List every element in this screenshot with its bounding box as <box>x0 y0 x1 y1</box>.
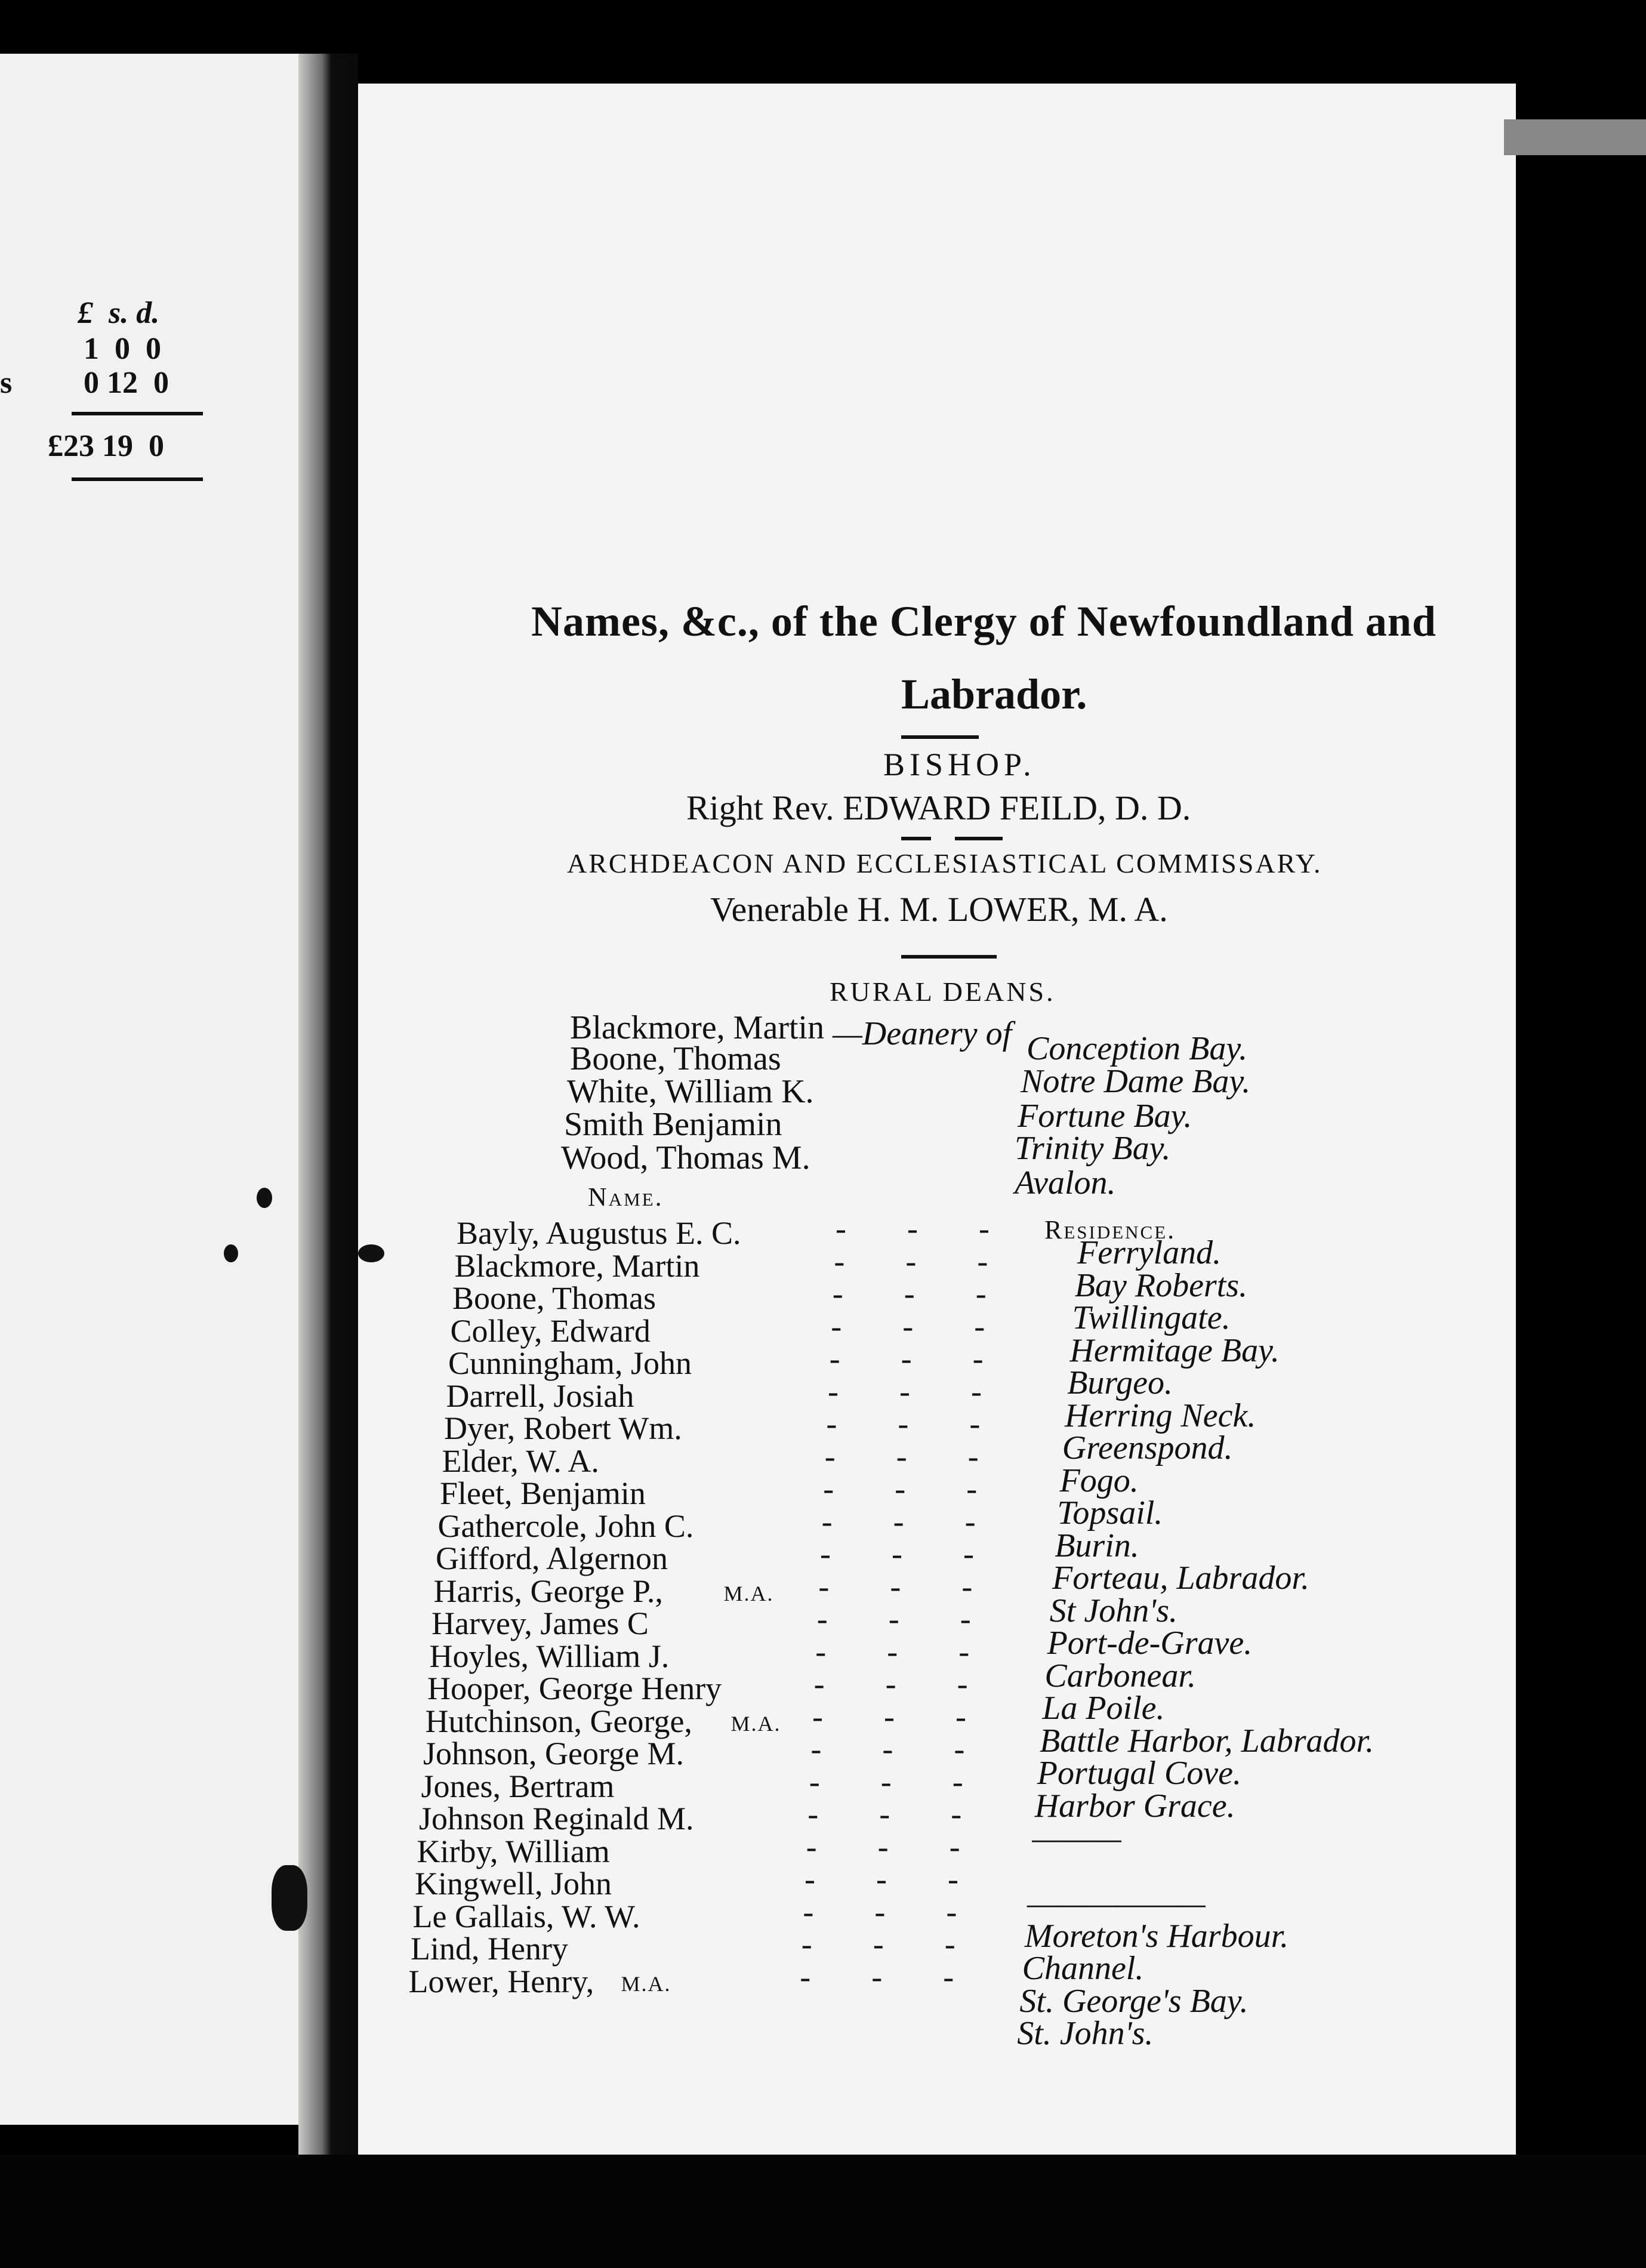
clergy-name: Harris, George P., <box>433 1573 663 1609</box>
leader-dash: - <box>967 1438 979 1474</box>
clergy-degree: M.A. <box>621 1971 671 1996</box>
clergy-name: Boone, Thomas <box>452 1280 656 1316</box>
leader-dash: - <box>804 1861 815 1897</box>
clergy-residence: Bay Roberts. <box>1074 1266 1248 1304</box>
money-row: 1 0 0 <box>84 332 161 366</box>
leader-dash: - <box>836 1210 846 1246</box>
leader-dash: - <box>896 1438 907 1474</box>
leader-dash: - <box>954 1731 965 1767</box>
leader-dash: - <box>879 1796 890 1832</box>
dean-name: Blackmore, Martin <box>570 1009 825 1046</box>
leader-dash: - <box>972 1341 984 1376</box>
leader-dash: - <box>901 1341 912 1376</box>
clergy-degree: M.A. <box>723 1581 774 1606</box>
leader-dash: - <box>907 1210 918 1246</box>
leader-dash: - <box>979 1210 990 1246</box>
leader-dash: - <box>801 1926 812 1962</box>
clergy-name: Gifford, Algernon <box>436 1540 668 1576</box>
clergy-name: Harvey, James C <box>431 1606 649 1641</box>
clergy-residence: Moreton's Harbour. <box>1024 1917 1289 1955</box>
money-row: 0 12 0 <box>84 366 169 400</box>
leader-dash: - <box>887 1633 898 1669</box>
leader-dash: - <box>971 1373 982 1409</box>
leader-dash: - <box>831 1308 842 1344</box>
money-total: £23 19 0 <box>48 429 164 463</box>
deanery-name: Conception Bay. <box>1027 1030 1248 1067</box>
divider <box>955 837 1003 840</box>
leader-dash: - <box>813 1666 825 1702</box>
divider <box>901 837 931 840</box>
leader-dash: - <box>961 1568 973 1604</box>
clergy-name: Cunningham, John <box>448 1345 692 1381</box>
book-spine <box>298 54 358 2155</box>
leader-dash: - <box>815 1633 827 1669</box>
leader-dash: - <box>904 1275 915 1311</box>
leader-dash: - <box>880 1763 892 1799</box>
clergy-residence: Portugal Cove. <box>1037 1755 1241 1792</box>
name-column-heading: Name. <box>588 1182 664 1212</box>
leader-dash: - <box>960 1601 971 1637</box>
leader-dash: - <box>818 1568 830 1604</box>
clergy-name: Elder, W. A. <box>442 1443 599 1479</box>
leader-dash: - <box>963 1536 974 1571</box>
leader-dash: - <box>946 1893 957 1930</box>
clergy-name: Johnson Reginald M. <box>419 1801 694 1836</box>
scan-blot <box>257 1188 272 1208</box>
clergy-residence: —————— <box>1027 1885 1206 1922</box>
leader-dash: - <box>824 1438 836 1474</box>
deanery-name: Fortune Bay. <box>1018 1098 1192 1135</box>
sum-rule <box>72 412 203 415</box>
leader-dash: - <box>952 1763 963 1799</box>
residence-column-heading: Residence. <box>1044 1215 1176 1244</box>
leader-dash: - <box>812 1698 823 1734</box>
deanery-name: Trinity Bay. <box>1015 1130 1171 1167</box>
leader-dash: - <box>895 1471 906 1506</box>
clergy-name: Darrell, Josiah <box>446 1378 634 1414</box>
leader-dash: - <box>873 1926 884 1962</box>
clergy-residence: Fogo. <box>1059 1462 1139 1499</box>
leader-dash: - <box>826 1406 837 1441</box>
clergy-name: Lind, Henry <box>411 1931 568 1967</box>
leader-dash: - <box>807 1796 819 1832</box>
leader-dash: - <box>899 1373 910 1409</box>
leader-dash: - <box>943 1958 954 1995</box>
clergy-residence: St. George's Bay. <box>1019 1982 1249 2020</box>
clergy-name: Colley, Edward <box>450 1312 651 1349</box>
clergy-name: Gathercole, John C. <box>437 1508 694 1544</box>
leader-dash: - <box>951 1796 962 1832</box>
rural-deans-heading: RURAL DEANS. <box>830 976 1056 1007</box>
divider <box>901 735 979 739</box>
clergy-residence: Channel. <box>1022 1950 1144 1987</box>
leader-dash: - <box>974 1308 985 1344</box>
clergy-degree: M.A. <box>730 1711 781 1736</box>
money-column-header: £ s. d. <box>78 296 160 330</box>
leader-dash: - <box>966 1471 978 1506</box>
clergy-residence: Greenspond. <box>1062 1429 1233 1466</box>
deanery-name: Notre Dame Bay. <box>1021 1063 1251 1100</box>
scan-blot <box>224 1244 238 1262</box>
bishop-name: Right Rev. EDWARD FEILD, D. D. <box>686 788 1191 827</box>
leader-dash: - <box>888 1601 899 1637</box>
clergy-name: Hoyles, William J. <box>429 1638 670 1674</box>
clergy-residence: Forteau, Labrador. <box>1052 1560 1309 1597</box>
leader-dash: - <box>949 1828 960 1865</box>
page-title: Names, &c., of the Clergy of Newfoundland and <box>531 597 1437 645</box>
page-title-continued: Labrador. <box>901 670 1087 718</box>
leader-dash: - <box>871 1958 883 1995</box>
clergy-name: Lower, Henry, <box>408 1963 594 1999</box>
leader-dash: - <box>803 1893 814 1930</box>
dean-name: White, William K. <box>567 1073 814 1110</box>
clergy-residence: Port-de-Grave. <box>1047 1625 1253 1662</box>
leader-dash: - <box>964 1503 976 1539</box>
divider <box>901 955 997 959</box>
leader-dash: - <box>898 1406 909 1441</box>
leader-dash: - <box>809 1763 820 1799</box>
leader-dash: - <box>874 1893 886 1930</box>
leader-dash: - <box>816 1601 828 1637</box>
clergy-residence: Ferryland. <box>1077 1234 1222 1271</box>
leader-dash: - <box>823 1471 834 1506</box>
clergy-residence: Hermitage Bay. <box>1069 1332 1280 1369</box>
leader-dash: - <box>806 1828 817 1865</box>
leader-dash: - <box>820 1536 831 1571</box>
archdeacon-name: Venerable H. M. LOWER, M. A. <box>710 890 1168 929</box>
clergy-name: Kingwell, John <box>415 1866 612 1902</box>
leader-dash: - <box>800 1958 811 1995</box>
money-row-marker: s <box>0 366 13 400</box>
leader-dash: - <box>969 1406 981 1441</box>
clergy-residence: St. John's. <box>1017 2015 1154 2052</box>
leader-dash: - <box>977 1243 988 1279</box>
leader-dash: - <box>884 1698 895 1734</box>
scan-blot <box>358 1244 384 1262</box>
clergy-residence: Burgeo. <box>1067 1364 1173 1401</box>
leader-dash: - <box>829 1341 840 1376</box>
leader-dash: - <box>890 1568 901 1604</box>
clergy-name: Johnson, George M. <box>423 1736 684 1771</box>
clergy-residence: ——— <box>1032 1820 1121 1857</box>
scan-bottom-border <box>0 2155 1646 2268</box>
dean-name: Wood, Thomas M. <box>561 1139 810 1176</box>
leader-dash: - <box>892 1536 902 1571</box>
clergy-residence: Harbor Grace. <box>1034 1787 1235 1825</box>
clergy-name: Jones, Bertram <box>421 1768 615 1804</box>
clergy-name: Le Gallais, W. W. <box>412 1898 640 1934</box>
clergy-residence: St John's. <box>1049 1592 1178 1629</box>
leader-dash: - <box>828 1373 839 1409</box>
leader-dash: - <box>948 1861 958 1897</box>
leader-dash: - <box>882 1731 893 1767</box>
clergy-name: Kirby, William <box>417 1833 610 1869</box>
page-edge-strip <box>1504 119 1646 155</box>
scan-blot <box>272 1865 307 1931</box>
total-rule <box>72 477 203 481</box>
leader-dash: - <box>834 1243 845 1279</box>
clergy-residence: Herring Neck. <box>1065 1397 1256 1434</box>
clergy-name: Dyer, Robert Wm. <box>444 1410 682 1446</box>
leader-dash: - <box>955 1698 966 1734</box>
deanery-name: Avalon. <box>1015 1164 1116 1201</box>
dean-name: Boone, Thomas <box>570 1040 781 1077</box>
leader-dash: - <box>832 1275 843 1311</box>
leader-dash: - <box>902 1308 914 1344</box>
clergy-name: Bayly, Augustus E. C. <box>457 1215 741 1251</box>
leader-dash: - <box>944 1926 955 1962</box>
clergy-residence: Burin. <box>1055 1527 1139 1564</box>
leader-dash: - <box>821 1503 833 1539</box>
leader-dash: - <box>876 1861 887 1897</box>
clergy-name: Hutchinson, George, <box>425 1703 692 1739</box>
clergy-residence: Carbonear. <box>1044 1657 1196 1694</box>
clergy-residence: Battle Harbor, Labrador. <box>1040 1722 1374 1759</box>
leader-dash: - <box>893 1503 904 1539</box>
clergy-residence: Topsail. <box>1057 1494 1163 1531</box>
clergy-name: Blackmore, Martin <box>454 1247 700 1284</box>
clergy-name: Hooper, George Henry <box>427 1671 722 1706</box>
leader-dash: - <box>877 1828 889 1865</box>
clergy-name: Fleet, Benjamin <box>440 1475 646 1511</box>
leader-dash: - <box>958 1633 970 1669</box>
leader-dash: - <box>957 1666 968 1702</box>
leader-dash: - <box>885 1666 896 1702</box>
dean-name: Smith Benjamin <box>564 1106 782 1143</box>
leader-dash: - <box>810 1731 822 1767</box>
clergy-residence: Twillingate. <box>1072 1299 1231 1336</box>
bishop-heading: BISHOP. <box>883 747 1036 782</box>
clergy-residence: La Poile. <box>1042 1690 1165 1727</box>
leader-dash: - <box>975 1275 987 1311</box>
archdeacon-heading: ARCHDEACON AND ECCLESIASTICAL COMMISSARY. <box>567 848 1323 879</box>
leader-dash: - <box>905 1243 917 1279</box>
deanery-label: —Deanery of <box>833 1015 1012 1052</box>
